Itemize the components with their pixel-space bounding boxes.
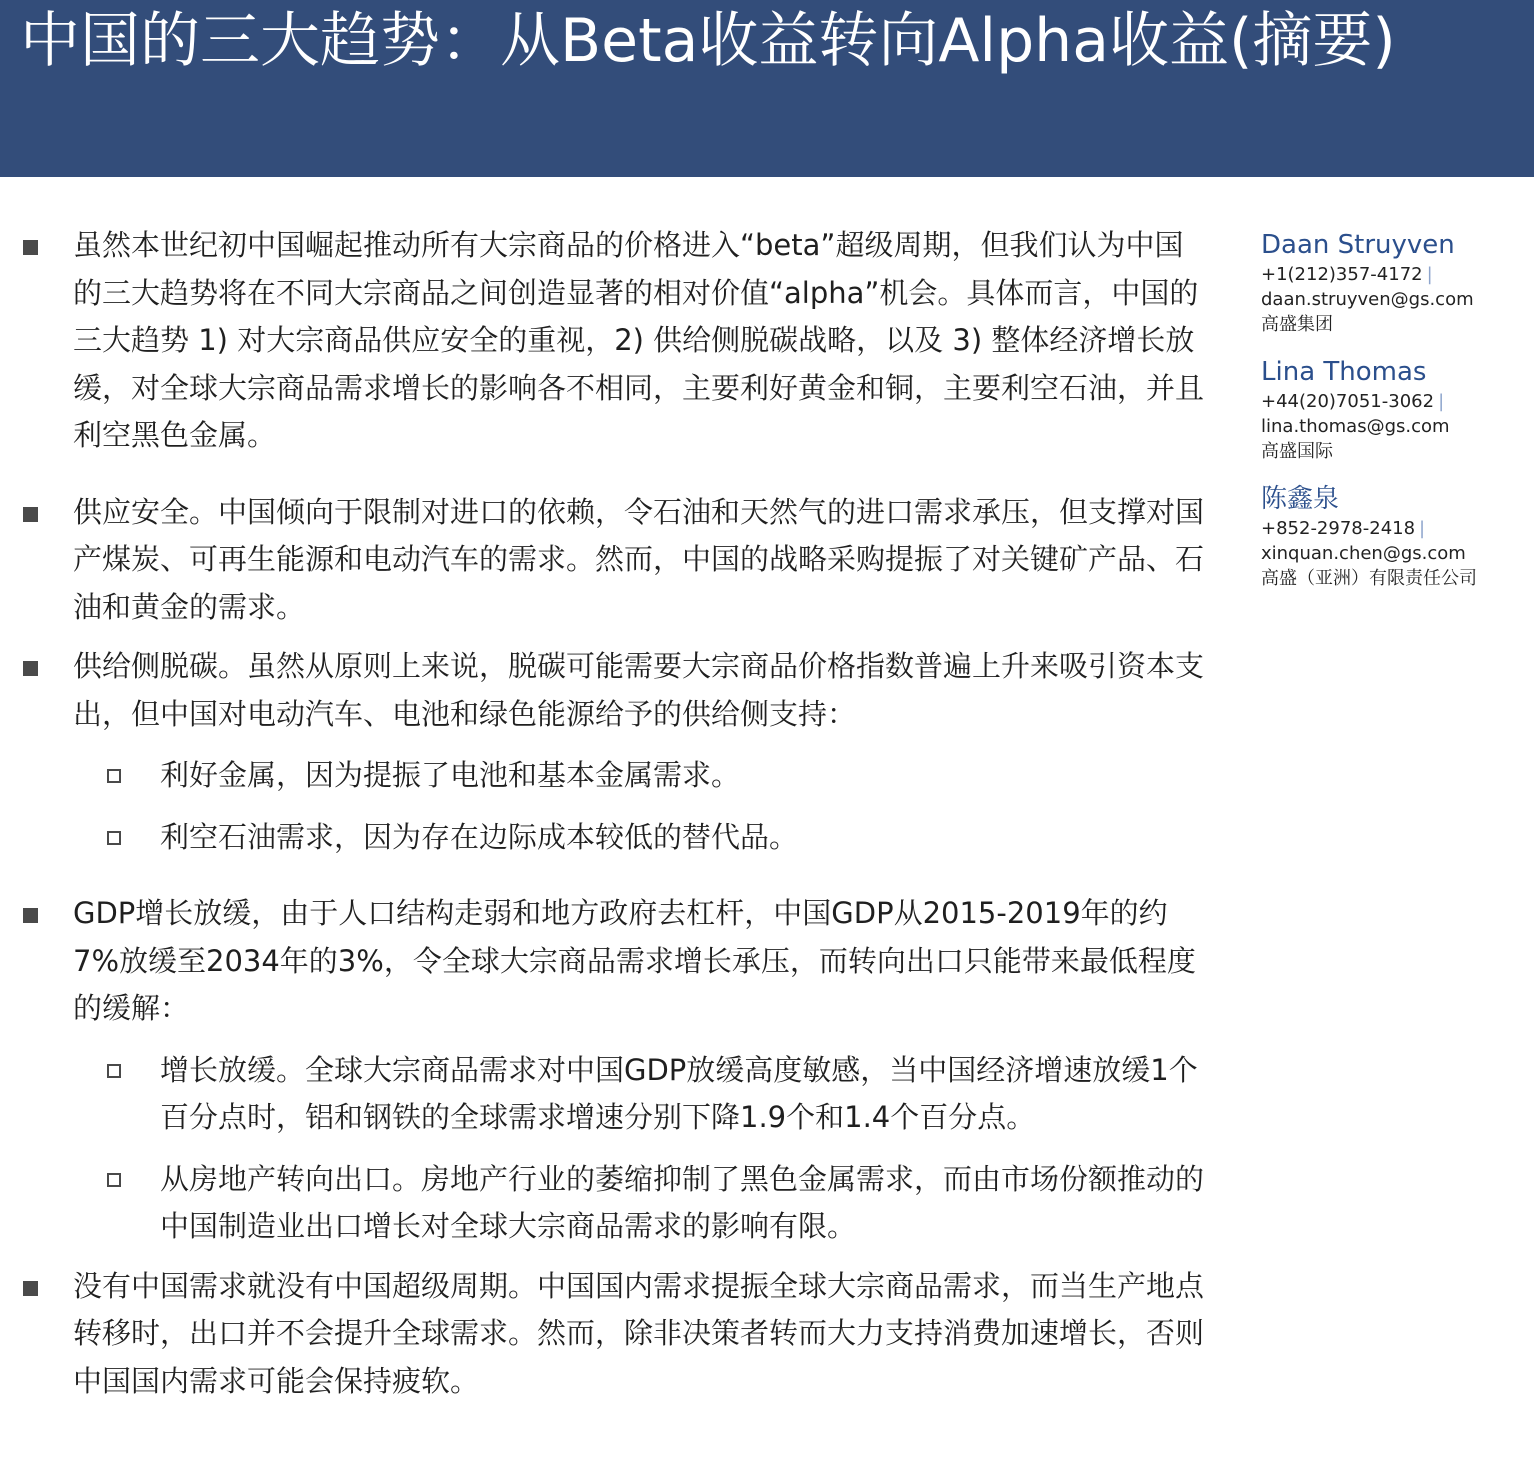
header-band [0, 0, 1534, 177]
sub-bullet-text: 利好金属，因为提振了电池和基本金属需求。 [160, 758, 741, 792]
summary-content [0, 222, 1230, 1405]
author-name: Lina Thomas [1261, 357, 1427, 387]
sub-bullet-item [0, 1156, 1230, 1251]
bullet-item [0, 489, 1230, 632]
square-bullet-icon [23, 1281, 38, 1296]
square-bullet-icon [23, 908, 38, 923]
bullet-text: 没有中国需求就没有中国超级周期。中国国内需求提振全球大宗商品需求，而当生产地点转移时，出口并不会提升全球需求。然而，除非决策者转而大力支持消费加速增长，否则中国国内需求可能会保持疲软。 [73, 1268, 1205, 1398]
hollow-square-bullet-icon [107, 1064, 121, 1078]
author-name: Daan Struyven [1261, 230, 1455, 260]
bullet-text: 供给侧脱碳。虽然从原则上来说，脱碳可能需要大宗商品价格指数普遍上升来吸引资本支出，但中国对电动汽车、电池和绿色能源给予的供给侧支持： [73, 649, 1205, 731]
author-phone: +852-2978-2418 [1261, 518, 1416, 539]
author-block [1261, 482, 1531, 591]
bullet-text: 虽然本世纪初中国崛起推动所有大宗商品的价格进入“beta”超级周期，但我们认为中国的三大趋势将在不同大宗商品之间创造显著的相对价值“alpha”机会。具体而言，中国的三大趋势 1) 对大宗商品供应安全的重视，2) 供给侧脱碳战略，以及 3) 整体经济增长放缓，对全球大宗商品需求增长的影响各不相同，主要利好黄金和铜，主要利空石油，并且利空黑色金属。 [73, 228, 1205, 452]
author-phone-line [1261, 389, 1531, 414]
hollow-square-bullet-icon [107, 1173, 121, 1187]
separator: | [1438, 391, 1445, 412]
sub-bullet-text: 增长放缓。全球大宗商品需求对中国GDP放缓高度敏感，当中国经济增速放缓1个百分点时，铝和钢铁的全球需求增速分别下降1.9个和1.4个百分点。 [160, 1052, 1198, 1134]
author-phone-line [1261, 262, 1531, 287]
bullet-text: 供应安全。中国倾向于限制对进口的依赖，令石油和天然气的进口需求承压，但支撑对国产煤炭、可再生能源和电动汽车的需求。然而，中国的战略采购提振了对关键矿产品、石油和黄金的需求。 [73, 494, 1205, 624]
author-email[interactable]: daan.struyven@gs.com [1261, 289, 1474, 310]
sub-bullet-text: 利空石油需求，因为存在边际成本较低的替代品。 [160, 819, 799, 854]
author-sidebar [1261, 228, 1531, 609]
page-title: 中国的三大趋势：从Beta收益转向Alpha收益(摘要) [20, 6, 1396, 76]
sub-bullet-item [0, 752, 1230, 800]
author-phone-line [1261, 516, 1531, 541]
author-phone: +1(212)357-4172 [1261, 264, 1423, 285]
bullet-item [0, 1263, 1230, 1406]
hollow-square-bullet-icon [107, 769, 121, 783]
author-entity: 高盛（亚洲）有限责任公司 [1261, 568, 1477, 589]
bullet-text: GDP增长放缓，由于人口结构走弱和地方政府去杠杆，中国GDP从2015-2019年的约7%放缓至2034年的3%，令全球大宗商品需求增长承压，而转向出口只能带来最低程度的缓解： [73, 896, 1196, 1025]
author-email[interactable]: xinquan.chen@gs.com [1261, 543, 1466, 564]
square-bullet-icon [23, 661, 38, 676]
author-name: 陈鑫泉 [1261, 484, 1340, 514]
hollow-square-bullet-icon [107, 831, 121, 845]
author-entity: 高盛集团 [1261, 314, 1333, 335]
square-bullet-icon [23, 507, 38, 522]
square-bullet-icon [23, 240, 38, 255]
bullet-item [0, 222, 1230, 460]
bullet-item [0, 643, 1230, 738]
sub-bullet-item [0, 1047, 1230, 1142]
separator: | [1426, 264, 1433, 285]
sub-bullet-text: 从房地产转向出口。房地产行业的萎缩抑制了黑色金属需求，而由市场份额推动的中国制造业出口增长对全球大宗商品需求的影响有限。 [160, 1161, 1205, 1243]
author-block [1261, 228, 1531, 337]
author-phone: +44(20)7051-3062 [1261, 391, 1435, 412]
author-block [1261, 355, 1531, 464]
bullet-item [0, 890, 1230, 1033]
author-entity: 高盛国际 [1261, 441, 1333, 462]
sub-bullet-item [0, 814, 1230, 862]
separator: | [1419, 518, 1426, 539]
author-email[interactable]: lina.thomas@gs.com [1261, 416, 1450, 437]
